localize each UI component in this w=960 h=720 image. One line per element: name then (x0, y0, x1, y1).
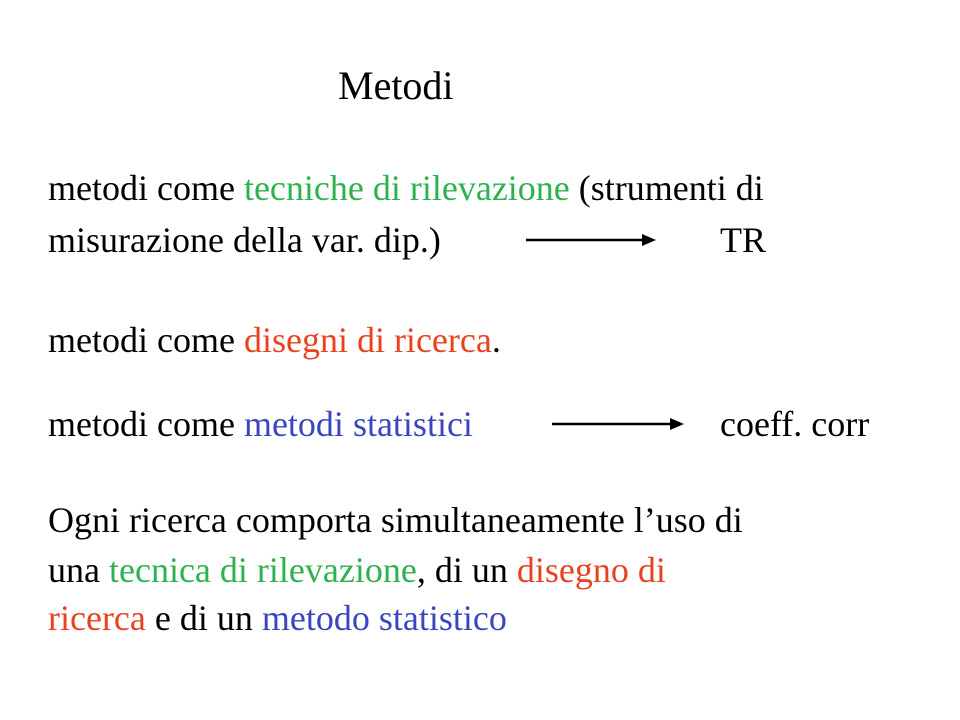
p4-technique: tecnica di rilevazione (108, 550, 417, 590)
p4-l2-a: una (48, 550, 109, 590)
p4-design-cont: ricerca (48, 598, 146, 638)
p4-line2 (48, 548, 666, 592)
p1-line2: misurazione della var. dip.) (48, 220, 441, 260)
arrow-right-icon (552, 416, 684, 432)
p1-highlight: tecniche di rilevazione (243, 168, 570, 208)
p4-method: metodo statistico (261, 598, 507, 638)
p1-suffix: (strumenti di (569, 168, 764, 208)
p2-line (48, 318, 501, 362)
p1-prefix: metodi come (48, 168, 244, 208)
p1-line1 (48, 166, 764, 210)
p3-line (48, 402, 473, 446)
p4-line3 (48, 596, 507, 640)
p4-design: disegno di (516, 550, 666, 590)
slide-title: Metodi (338, 63, 454, 108)
p4-line1: Ogni ricerca comporta simultaneamente l’uso di (48, 500, 743, 540)
p3-prefix: metodi come (48, 404, 244, 444)
p3-result: coeff. corr (720, 404, 870, 444)
p2-highlight: disegni di ricerca (243, 320, 492, 360)
arrow-right-icon (526, 232, 656, 248)
p1-result: TR (720, 220, 767, 260)
p2-prefix: metodi come (48, 320, 244, 360)
p4-l2-c: , di un (416, 550, 517, 590)
p3-highlight: metodi statistici (243, 404, 473, 444)
p2-suffix: . (491, 320, 501, 360)
p4-l3-b: e di un (145, 598, 262, 638)
